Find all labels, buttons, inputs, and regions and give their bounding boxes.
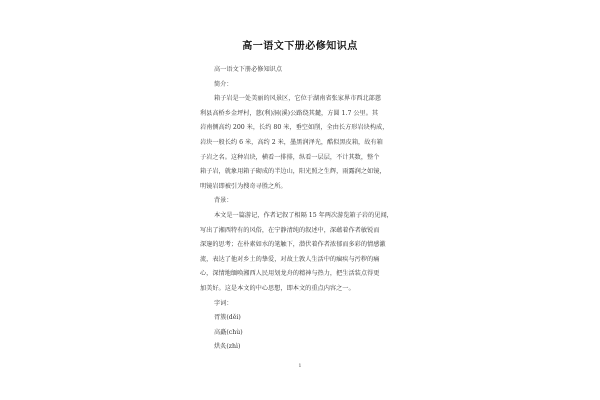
body-line: 岩块一般长约 6 米，高约 2 米，墨黑润泽光，酷似黑皮箱，故有箱	[200, 138, 383, 146]
body-line: 背景：	[214, 197, 233, 205]
body-line: 流，表达了他对乡土的挚爱，对故土敦人生活中的痼疾与污秽的痛	[200, 255, 380, 263]
body-line: 本文是一篇游记，作者记叙了相隔 15 年两次游览箱子岩的见闻，	[214, 211, 393, 219]
body-line: 利县高桥乡金坪村，慈(利)洞(溪)公路绕其麓，方圆 1.7 公里。其	[200, 109, 379, 117]
page-number: 1	[298, 363, 302, 369]
body-line: 简介：	[214, 80, 233, 88]
body-line: 写出了湘西特有的风俗，在宁静清纯的叙述中，深蕴着作者敏锐而	[200, 226, 380, 234]
body-line: 心，深情地缅唤湘西人民用划龙舟的精神与热力，把生活装点得更	[200, 270, 380, 278]
body-line: 字词：	[214, 299, 233, 307]
body-line: 明镜岩即被引为搜奇寻胜之所。	[200, 182, 287, 190]
body-line: 加美好。这是本文的中心思想，即本文的重点内容之一。	[200, 284, 355, 292]
document-body	[200, 63, 406, 355]
body-line: 箱子岩是一处美丽的风景区，它位于湖南省张家界市西北部慈	[214, 95, 382, 103]
body-line: 胥簇(děi)	[214, 314, 241, 322]
body-line: 深邃的思考；在朴素如水的笔触下，潜伏着作者浓郁而多彩的情感激	[200, 241, 386, 249]
body-line: 岩南侧高约 200 米，长约 80 米，垂空如削，全由长方形岩块构成，	[200, 124, 389, 132]
body-line: 箱子岩，就象用箱子砌成的半边山，阳光照之生辉，雨露润之如镜，	[200, 168, 386, 176]
body-line: 烘炙(zhì)	[214, 343, 241, 351]
document-title: 高一语文下册必修知识点	[242, 41, 358, 52]
body-line: 子岩之名。这种岩块，横看一排排，纵看一层层，不计其数，整个	[200, 153, 380, 161]
body-line: 高矗(chù)	[214, 328, 243, 336]
body-line: 高一语文下册必修知识点	[214, 66, 283, 73]
